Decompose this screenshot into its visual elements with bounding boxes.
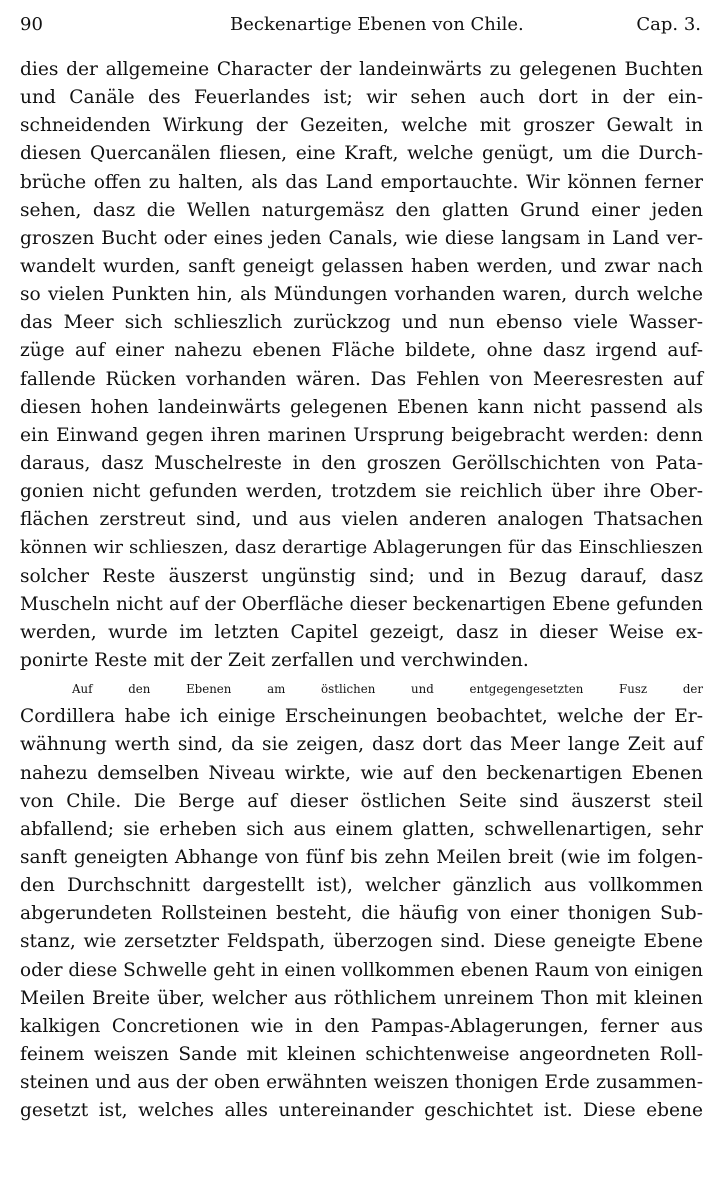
text-line: ein Einwand gegen ihren marinen Ursprung beigebracht werden: denn xyxy=(20,424,703,446)
text-line: sehen, dasz die Wellen naturgemäsz den glatten Grund einer jeden xyxy=(20,199,703,221)
text-line: Meilen Breite über, welcher aus röthlichem unreinem Thon mit kleinen xyxy=(20,987,703,1009)
text-line: feinem weiszen Sande mit kleinen schichtenweise angeordneten Roll- xyxy=(20,1043,703,1065)
text-line: schneidenden Wirkung der Gezeiten, welche mit groszer Gewalt in xyxy=(20,115,703,137)
text-line: flächen zerstreut sind, und aus vielen anderen analogen Thatsachen xyxy=(20,509,703,531)
text-line: von Chile. Die Berge auf dieser östlichen Seite sind äuszerst steil xyxy=(20,790,703,812)
text-line: den Durchschnitt dargestellt ist), welcher gänzlich aus vollkommen xyxy=(20,875,703,897)
text-line: oder diese Schwelle geht in einen vollkommen ebenen Raum von einigen xyxy=(20,959,703,981)
text-line: brüche offen zu halten, als das Land emportauchte. Wir können ferner xyxy=(20,171,703,193)
page-number: 90 xyxy=(20,14,43,35)
text-line: diesen Quercanälen fliesen, eine Kraft, welche genügt, um die Durch- xyxy=(20,143,703,165)
text-line: steinen und aus der oben erwähnten weiszen thonigen Erde zusammen- xyxy=(20,1072,703,1094)
text-line: so vielen Punkten hin, als Mündungen vorhanden waren, durch welche xyxy=(20,284,703,306)
text-line: Muscheln nicht auf der Oberfläche dieser beckenartigen Ebene gefunden xyxy=(20,593,703,615)
body-text xyxy=(20,56,703,1125)
text-line: diesen hohen landeinwärts gelegenen Ebenen kann nicht passend als xyxy=(20,396,703,418)
text-line: daraus, dasz Muschelreste in den groszen Geröllschichten von Pata- xyxy=(20,452,703,474)
text-line: sanft geneigten Abhange von fünf bis zehn Meilen breit (wie im folgen- xyxy=(20,846,703,868)
paragraph xyxy=(20,675,703,1125)
text-line: züge auf einer nahezu ebenen Fläche bildete, ohne dasz irgend auf- xyxy=(20,340,703,362)
text-line: Auf den Ebenen am östlichen und entgegengesetzten Fusz der xyxy=(72,682,703,697)
text-line: wandelt wurden, sanft geneigt gelassen haben werden, und zwar nach xyxy=(20,255,703,277)
text-line: das Meer sich schlieszlich zurückzog und nun ebenso viele Wasser- xyxy=(20,312,703,334)
text-line: solcher Reste äuszerst ungünstig sind; und in Bezug darauf, dasz xyxy=(20,565,703,587)
text-line: abfallend; sie erheben sich aus einem glatten, schwellenartigen, sehr xyxy=(20,818,703,840)
text-line: nahezu demselben Niveau wirkte, wie auf den beckenartigen Ebenen xyxy=(20,762,703,784)
text-line: kalkigen Concretionen wie in den Pampas-Ablagerungen, ferner aus xyxy=(20,1015,703,1037)
text-line: abgerundeten Rollsteinen besteht, die häufig von einer thonigen Sub- xyxy=(20,903,703,925)
text-line: dies der allgemeine Character der landeinwärts zu gelegenen Buchten xyxy=(20,59,703,80)
text-line: gesetzt ist, welches alles untereinander geschichtet ist. Diese ebene xyxy=(20,1100,703,1122)
text-line: werden, wurde im letzten Capitel gezeigt, dasz in dieser Weise ex- xyxy=(20,621,703,643)
text-line: können wir schlieszen, dasz derartige Ablagerungen für das Einschlieszen xyxy=(20,537,703,559)
paragraph xyxy=(20,56,703,675)
running-head xyxy=(20,0,703,46)
text-line: fallende Rücken vorhanden wären. Das Fehlen von Meeresresten auf xyxy=(20,368,703,390)
text-line: und Canäle des Feuerlandes ist; wir sehen auch dort in der ein- xyxy=(20,87,703,109)
running-title: Beckenartige Ebenen von Chile. xyxy=(230,14,524,35)
text-line: Cordillera habe ich einige Erscheinungen beobachtet, welche der Er- xyxy=(20,706,703,728)
chapter-label: Cap. 3. xyxy=(636,14,701,35)
text-line: groszen Bucht oder eines jeden Canals, wie diese langsam in Land ver- xyxy=(20,227,703,249)
text-line: wähnung werth sind, da sie zeigen, dasz dort das Meer lange Zeit auf xyxy=(20,734,703,756)
book-page xyxy=(20,0,703,1200)
text-line: stanz, wie zersetzter Feldspath, überzogen sind. Diese geneigte Ebene xyxy=(20,931,703,953)
text-line: ponirte Reste mit der Zeit zerfallen und verchwinden. xyxy=(20,649,529,671)
text-line: gonien nicht gefunden werden, trotzdem sie reichlich über ihre Ober- xyxy=(20,481,703,503)
